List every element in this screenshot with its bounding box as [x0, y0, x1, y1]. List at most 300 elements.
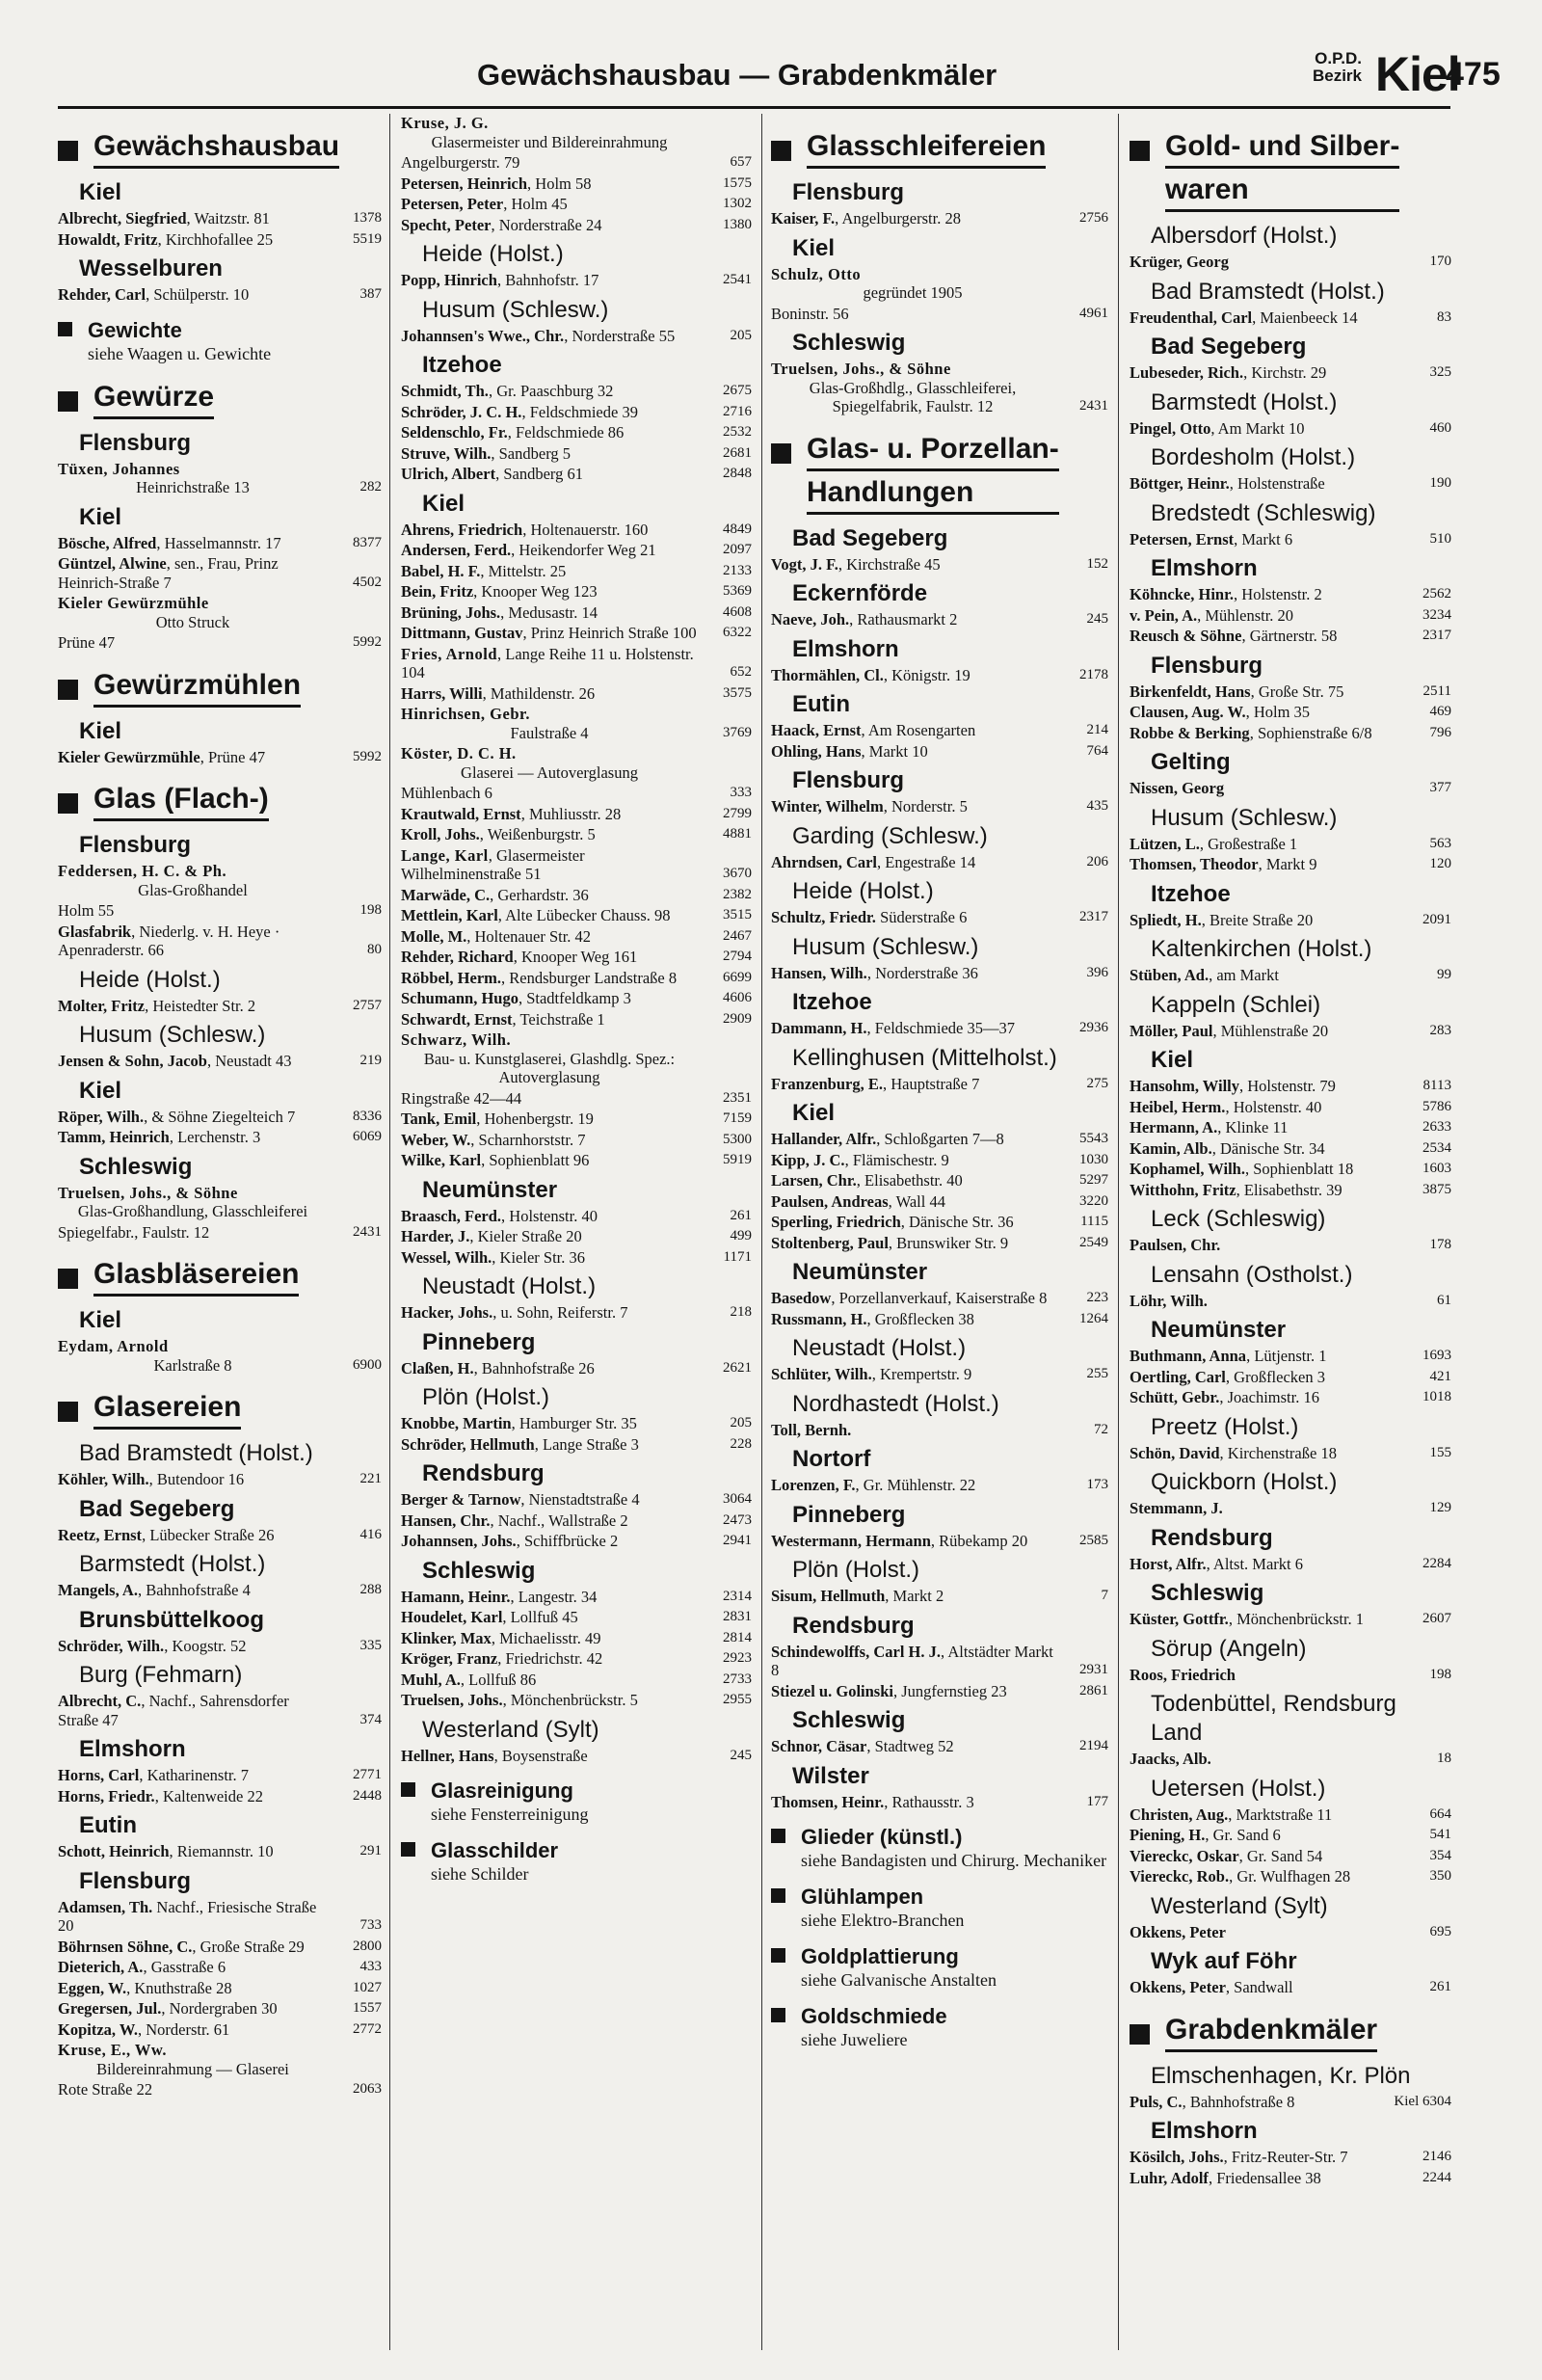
- directory-entry: [401, 1747, 752, 1766]
- phone-number: 396: [1086, 964, 1108, 980]
- directory-entry: [1130, 1923, 1451, 1942]
- location-name: Rendsburg: [422, 1460, 545, 1486]
- entry-name: Schott, Heinrich: [58, 1842, 170, 1860]
- entry-name: Kipp, J. C.: [771, 1150, 845, 1169]
- location-name: Flensburg: [79, 1867, 192, 1894]
- phone-number: 152: [1086, 555, 1108, 572]
- entry-address: , Dänische Str. 36: [900, 1213, 1014, 1231]
- location-name: Preetz: [1151, 1413, 1218, 1440]
- phone-number: 510: [1429, 530, 1451, 547]
- entry-address: , Stadtweg 52: [866, 1737, 954, 1755]
- location-heading: [792, 329, 1108, 358]
- location-name: Rendsburg: [1151, 1524, 1273, 1551]
- phone-number: 5992: [353, 748, 382, 764]
- location-heading: [79, 966, 382, 995]
- directory-entry: [401, 1089, 752, 1109]
- entry-address: , Klinke 11: [1217, 1118, 1289, 1137]
- location-heading: [1151, 1524, 1451, 1553]
- entry-name: Viereckc, Oskar: [1130, 1846, 1239, 1865]
- location-heading: [422, 490, 752, 519]
- category-heading: [1130, 127, 1451, 214]
- location-heading: [1151, 804, 1451, 833]
- category-title-line: Goldschmiede: [801, 2004, 947, 2028]
- directory-entry: [58, 1223, 382, 1243]
- entry-name: Röper, Wilh.: [58, 1107, 145, 1126]
- location-name: Bordesholm: [1151, 444, 1275, 470]
- directory-entry: [1130, 363, 1451, 383]
- entry-name: Kieler Gewürzmühle: [58, 747, 200, 766]
- phone-number: 350: [1429, 1868, 1451, 1884]
- phone-number: 5543: [1079, 1131, 1108, 1146]
- entry-name: Schulz, Otto: [771, 264, 862, 283]
- location-name: Flensburg: [79, 429, 192, 456]
- entry-name: Klinker, Max: [401, 1628, 492, 1647]
- location-name: Husum: [1151, 804, 1225, 831]
- entry-address: , Weißenburgstr. 5: [479, 825, 596, 843]
- entry-name: Clausen, Aug. W.: [1130, 703, 1246, 721]
- entry-name: Schön, David: [1130, 1443, 1220, 1462]
- entry-address: , Holtenauer Str. 42: [466, 926, 592, 946]
- phone-number: 8377: [353, 534, 382, 550]
- directory-entry: [401, 1131, 752, 1150]
- location-suffix: (Holst.): [468, 1384, 550, 1410]
- location-heading: [422, 1557, 752, 1586]
- entry-name: Kruse, E., Ww.: [58, 2041, 168, 2059]
- location-name: Bad Bramstedt: [1151, 278, 1304, 305]
- category-bullet-icon: [58, 322, 72, 336]
- entry-detail: Glas-Großhandlung, Glasschleiferei: [77, 1202, 308, 1220]
- category-heading: [401, 1778, 752, 1825]
- location-heading: [79, 1867, 382, 1896]
- location-suffix: (Schlesw.): [152, 1022, 266, 1048]
- phone-number: 1264: [1079, 1310, 1108, 1326]
- phone-number: 2800: [353, 1938, 382, 1954]
- entry-address: , Kaltenweide 22: [154, 1786, 263, 1805]
- phone-number: 72: [1094, 1421, 1108, 1437]
- entry-detail: Glas-Großhandel: [138, 880, 248, 899]
- category-title-line: Glühlampen: [801, 1885, 924, 1909]
- entry-name: Winter, Wilhelm: [771, 797, 884, 816]
- entry-name: Witthohn, Fritz: [1130, 1180, 1236, 1199]
- location-heading: [422, 1383, 752, 1412]
- phone-number: 2194: [1079, 1738, 1108, 1753]
- phone-number: 3769: [723, 724, 752, 740]
- location-heading: [1151, 1947, 1451, 1976]
- phone-number: 2799: [723, 805, 752, 821]
- phone-number: 2091: [1422, 911, 1451, 927]
- entry-address: , Bahnhofstr. 17: [496, 271, 599, 289]
- location-suffix: (Holst.): [515, 1273, 597, 1299]
- phone-number: 695: [1429, 1923, 1451, 1939]
- phone-number: 652: [730, 664, 752, 680]
- category-bullet-icon: [58, 1402, 78, 1422]
- entry-address: , Engestraße 14: [877, 852, 976, 871]
- phone-number: 120: [1429, 856, 1451, 871]
- location-name: Husum: [79, 1022, 153, 1048]
- entry-address: , Holstenstr. 2: [1234, 585, 1322, 603]
- entry-name: Reusch & Söhne: [1130, 627, 1242, 645]
- location-heading: [422, 1459, 752, 1488]
- entry-address: , Bahnhofstraße 26: [473, 1358, 595, 1377]
- entry-name: Rehder, Carl: [58, 285, 146, 304]
- entry-address: , Butendoor 16: [148, 1470, 245, 1488]
- location-heading: [1151, 443, 1451, 472]
- phone-number: 4849: [723, 521, 752, 537]
- entry-address: , Rendsburger Landstraße 8: [501, 968, 678, 987]
- directory-entry: [771, 1587, 1108, 1606]
- phone-number: 433: [359, 1959, 382, 1974]
- location-name: Kiel: [79, 717, 122, 744]
- directory-entry: [401, 645, 752, 682]
- directory-entry: [401, 624, 752, 643]
- entry-address: , Kirchenstraße 18: [1219, 1443, 1337, 1462]
- location-name: Quickborn: [1151, 1469, 1257, 1495]
- entry-address: , Elisabethstr. 39: [1236, 1180, 1343, 1199]
- location-heading: [1151, 991, 1451, 1020]
- category-heading: [58, 378, 382, 421]
- directory-entry: [771, 1130, 1108, 1149]
- location-suffix: (Sylt): [538, 1716, 599, 1743]
- entry-address: Boninstr. 56: [771, 304, 849, 323]
- entry-name: Köhncke, Hinr.: [1130, 585, 1235, 603]
- entry-address: Spiegelfabr., Faulstr. 12: [58, 1222, 210, 1242]
- entry-name: Dammann, H.: [771, 1019, 867, 1037]
- entry-detail: Bau- u. Kunstglaserei, Glashdlg. Spez.: Autoverglasung: [423, 1049, 676, 1086]
- location-name: Kellinghusen: [792, 1044, 925, 1071]
- entry-address: , Sandberg 5: [491, 443, 572, 463]
- column-2: [401, 114, 752, 2350]
- directory-entry: [401, 927, 752, 947]
- phone-number: 219: [359, 1053, 382, 1068]
- phone-number: 2431: [353, 1223, 382, 1240]
- bezirk-label: Bezirk: [1312, 67, 1362, 85]
- entry-address: , Markt 2: [885, 1587, 944, 1605]
- entry-detail: Karlstraße 8: [153, 1355, 232, 1375]
- entry-address: , Holm 35: [1245, 703, 1311, 721]
- phone-number: 416: [359, 1526, 382, 1542]
- phone-number: 2063: [353, 2081, 382, 2097]
- entry-detail: Glaserei — Autoverglasung: [461, 762, 638, 782]
- directory-entry: [1130, 1847, 1451, 1866]
- location-heading: [422, 296, 752, 325]
- entry-address: Prüne 47: [58, 633, 116, 652]
- directory-entry: [771, 1310, 1108, 1329]
- directory-entry: [401, 521, 752, 540]
- location-name: Elmshorn: [1151, 555, 1258, 581]
- entry-name: Seldenschlo, Fr.: [401, 423, 508, 441]
- location-suffix: (Schlei): [1236, 991, 1321, 1018]
- location-name: Todenbüttel,: [1151, 1691, 1277, 1717]
- page-title: Gewächshausbau — Grabdenkmäler: [477, 58, 997, 92]
- entry-name: Paulsen, Chr.: [1130, 1236, 1221, 1254]
- directory-entry: [1130, 1826, 1451, 1845]
- entry-address: , Hamburger Str. 35: [511, 1414, 637, 1432]
- location-name: Wesselburen: [79, 255, 223, 281]
- phone-number: 664: [1429, 1805, 1451, 1822]
- entry-name: Wessel, Wilh.: [401, 1247, 492, 1267]
- entry-name: Kamin, Alb.: [1130, 1138, 1212, 1158]
- directory-entry: [401, 403, 752, 422]
- location-heading: [792, 1762, 1108, 1791]
- entry-address: , Holstenstraße: [1229, 474, 1325, 493]
- location-heading: [792, 766, 1108, 795]
- directory-entry: [58, 997, 382, 1016]
- entry-address: , Lollfuß 86: [460, 1670, 537, 1689]
- location-heading: [79, 1306, 382, 1335]
- phone-number: 3875: [1422, 1181, 1451, 1197]
- location-heading: [79, 1495, 382, 1524]
- location-heading: [1151, 388, 1451, 417]
- location-name: Kiel: [79, 503, 122, 530]
- location-name: Schleswig: [79, 1153, 193, 1180]
- directory-entry: [58, 1898, 382, 1936]
- entry-name: Jensen & Sohn, Jacob: [58, 1052, 207, 1070]
- location-name: Pinneberg: [422, 1328, 536, 1355]
- entry-address: , Sandwall: [1225, 1978, 1293, 1996]
- category-title-line: Grabdenkmäler: [1165, 2011, 1377, 2052]
- entry-address: , Gerhardstr. 36: [490, 885, 589, 904]
- column-1: [58, 114, 382, 2350]
- location-heading: [792, 877, 1108, 906]
- entry-name: Schultz, Friedr.: [771, 908, 876, 926]
- entry-address: , Angelburgerstr. 28: [835, 209, 961, 227]
- directory-entry: [401, 684, 752, 704]
- phone-number: 2861: [1079, 1682, 1108, 1698]
- phone-number: 4881: [723, 826, 752, 842]
- entry-name: Thomsen, Heinr.: [771, 1792, 885, 1811]
- entry-name: Kaiser, F.: [771, 209, 836, 227]
- phone-number: 2831: [723, 1609, 752, 1624]
- entry-name: Bein, Fritz: [401, 582, 474, 601]
- phone-number: 255: [1086, 1366, 1108, 1381]
- location-heading: [79, 1811, 382, 1840]
- location-name: Leck: [1151, 1206, 1200, 1232]
- directory-entry: [1130, 703, 1451, 722]
- location-suffix: (Holst.): [139, 966, 221, 993]
- directory-entry: [1130, 606, 1451, 626]
- entry-address: Ringstraße 42—44: [401, 1088, 522, 1108]
- entry-name: v. Pein, A.: [1130, 605, 1198, 625]
- entry-address: Angelburgerstr. 79: [401, 153, 520, 172]
- entry-name: Petersen, Heinrich: [401, 174, 528, 193]
- phone-number: 214: [1086, 722, 1108, 737]
- location-heading: [79, 1550, 382, 1579]
- phone-number: 469: [1429, 704, 1451, 719]
- entry-address: Nachf., Friesische Straße 20: [58, 1897, 317, 1935]
- entry-name: Harder, J.: [401, 1227, 470, 1245]
- directory-entry: [58, 2080, 382, 2099]
- directory-entry: [771, 964, 1108, 983]
- directory-entry: [771, 1213, 1108, 1232]
- category-title-line: Gewichte: [88, 317, 182, 342]
- directory-entry: [1130, 1098, 1451, 1117]
- directory-entry: [1130, 1022, 1451, 1041]
- category-title-line: Glieder (künstl.): [801, 1825, 963, 1849]
- phone-number: 2621: [723, 1359, 752, 1376]
- phone-number: 2133: [723, 562, 752, 578]
- entry-name: Oertling, Carl: [1130, 1367, 1226, 1386]
- location-suffix: (Holst.): [1217, 1413, 1299, 1440]
- category-bullet-icon: [771, 141, 791, 161]
- entry-name: Horst, Alfr.: [1130, 1554, 1207, 1573]
- category-title-line: Glasschleifereien: [807, 127, 1046, 169]
- phone-number: 2733: [723, 1671, 752, 1687]
- location-name: Heide: [79, 966, 140, 993]
- entry-name: Buthmann, Anna: [1130, 1347, 1247, 1365]
- phone-number: 2448: [353, 1787, 382, 1804]
- directory-entry: [771, 1289, 1108, 1308]
- location-suffix: (Holst.): [1274, 444, 1356, 470]
- directory-entry: [58, 1842, 382, 1861]
- phone-number: 374: [359, 1711, 382, 1727]
- entry-address: , Kieler Straße 20: [469, 1227, 582, 1245]
- category-bullet-icon: [1130, 141, 1150, 161]
- phone-number: 18: [1437, 1751, 1451, 1766]
- directory-entry: [1130, 1978, 1451, 1997]
- category-title: [1165, 127, 1399, 214]
- phone-number: 7: [1101, 1588, 1108, 1603]
- location-name: Kiel: [792, 234, 836, 261]
- entry-address: , Glasermeister Wilhelminenstraße 51: [401, 845, 585, 883]
- entry-name: Berger & Tarnow: [401, 1490, 521, 1509]
- entry-address: , Niederlg. v. H. Heye · Apenraderstr. 66: [58, 922, 280, 959]
- entry-name: Dieterich, A.: [58, 1958, 144, 1976]
- entry-address: , Großflecken 38: [866, 1309, 974, 1328]
- directory-entry: [401, 174, 752, 194]
- category-bullet-icon: [1130, 2024, 1150, 2045]
- entry-name: Tüxen, Johannes: [58, 459, 180, 478]
- location-heading: [792, 635, 1108, 664]
- location-name: Plön: [422, 1384, 469, 1410]
- directory-entry: [58, 230, 382, 250]
- entry-address: , Holstenstr. 40: [501, 1206, 598, 1225]
- category-heading: [771, 2004, 1108, 2050]
- phone-number: 325: [1429, 364, 1451, 380]
- location-heading: [79, 503, 382, 532]
- phone-number: 563: [1429, 835, 1451, 851]
- directory-entry: [1130, 419, 1451, 439]
- directory-entry: [401, 1110, 752, 1129]
- directory-entry: [1130, 1118, 1451, 1137]
- location-heading: [792, 1612, 1108, 1641]
- entry-address: , Katharinenstr. 7: [139, 1766, 249, 1784]
- phone-number: 2244: [1422, 2169, 1451, 2185]
- category-title: [93, 378, 214, 421]
- location-heading: [792, 1390, 1108, 1419]
- category-title-line: Gewürzmühlen: [93, 666, 301, 708]
- phone-number: 2534: [1422, 1139, 1451, 1156]
- entry-address: , & Söhne Ziegelteich 7: [144, 1107, 296, 1126]
- location-heading: [1151, 2117, 1451, 2146]
- entry-name: Schlüter, Wilh.: [771, 1365, 872, 1383]
- directory-entry: [401, 805, 752, 824]
- directory-entry: [401, 1588, 752, 1607]
- location-suffix: (Fehmarn): [127, 1662, 243, 1688]
- directory-entry: [1130, 1805, 1451, 1825]
- phone-number: 1027: [353, 1979, 382, 1995]
- location-heading: [792, 1706, 1108, 1735]
- entry-name: Heibel, Herm.: [1130, 1097, 1226, 1116]
- phone-number: 333: [730, 785, 752, 800]
- entry-address: , Scharnhorststr. 7: [470, 1130, 586, 1149]
- location-heading: [792, 1334, 1108, 1363]
- entry-address: , Holm 45: [503, 195, 568, 213]
- entry-name: Robbe & Berking: [1130, 723, 1250, 742]
- location-suffix: (Holst.): [1290, 936, 1372, 962]
- directory-entry: [401, 1248, 752, 1268]
- directory-entry: [1130, 474, 1451, 494]
- entry-address: , Sophienblatt 96: [481, 1151, 590, 1169]
- entry-address: , Sophienblatt 18: [1244, 1160, 1354, 1178]
- entry-address: , Nachf., Wallstraße 2: [490, 1511, 628, 1530]
- entry-name: Horns, Friedr.: [58, 1786, 155, 1805]
- entry-name: Schumann, Hugo: [401, 989, 518, 1007]
- location-name: Bad Segeberg: [792, 524, 948, 551]
- directory-entry: [771, 1532, 1108, 1551]
- phone-number: 2931: [1079, 1662, 1108, 1677]
- phone-number: 2756: [1079, 210, 1108, 226]
- location-heading: [79, 1439, 382, 1468]
- location-heading: [1151, 652, 1451, 681]
- entry-name: Brüning, Johs.: [401, 602, 501, 622]
- entry-address: , Norderstraße 55: [564, 326, 676, 345]
- directory-entry: [58, 862, 382, 899]
- location-name: Nortorf: [792, 1446, 871, 1472]
- entry-name: Knobbe, Martin: [401, 1414, 512, 1432]
- location-suffix: (Holst.): [1256, 388, 1338, 415]
- entry-detail: Otto Struck: [155, 612, 230, 631]
- entry-name: Puls, C.: [1130, 2092, 1183, 2111]
- directory-entry: [401, 969, 752, 988]
- category-title: [93, 666, 301, 709]
- directory-entry: [401, 948, 752, 967]
- directory-entry: [771, 360, 1108, 416]
- location-heading: [1151, 1261, 1451, 1290]
- phone-number: 2923: [723, 1650, 752, 1666]
- phone-number: 2284: [1422, 1555, 1451, 1571]
- directory-entry: [401, 744, 752, 782]
- location-heading: [1151, 1775, 1451, 1804]
- location-name: Elmshorn: [79, 1736, 186, 1762]
- category-title: [93, 1388, 241, 1431]
- location-heading: [79, 1077, 382, 1106]
- location-heading: [79, 831, 382, 860]
- cross-reference: siehe Waagen u. Gewichte: [88, 343, 272, 363]
- category-bullet-icon: [58, 793, 78, 814]
- location-heading: [792, 178, 1108, 207]
- category-title: [431, 1778, 588, 1825]
- location-suffix: (Holst.): [917, 1390, 999, 1417]
- category-heading: [58, 1388, 382, 1431]
- entry-name: Hansohm, Willy: [1130, 1077, 1240, 1095]
- phone-number: 8113: [1422, 1078, 1451, 1093]
- phone-number: 83: [1437, 308, 1451, 325]
- location-heading: [792, 988, 1108, 1017]
- entry-address: , Breite Straße 20: [1201, 910, 1314, 929]
- location-name: Nordhastedt: [792, 1390, 918, 1417]
- directory-entry: [401, 216, 752, 235]
- entry-name: Hamann, Heinr.: [401, 1587, 511, 1606]
- entry-name: Reetz, Ernst: [58, 1525, 143, 1544]
- directory-entry: [771, 721, 1108, 740]
- location-heading: [792, 1445, 1108, 1474]
- location-heading: [422, 351, 752, 380]
- directory-entry: [58, 1128, 382, 1147]
- location-name: Flensburg: [79, 832, 192, 858]
- directory-entry: [771, 908, 1108, 927]
- directory-entry: [771, 1075, 1108, 1094]
- location-heading: [422, 240, 752, 269]
